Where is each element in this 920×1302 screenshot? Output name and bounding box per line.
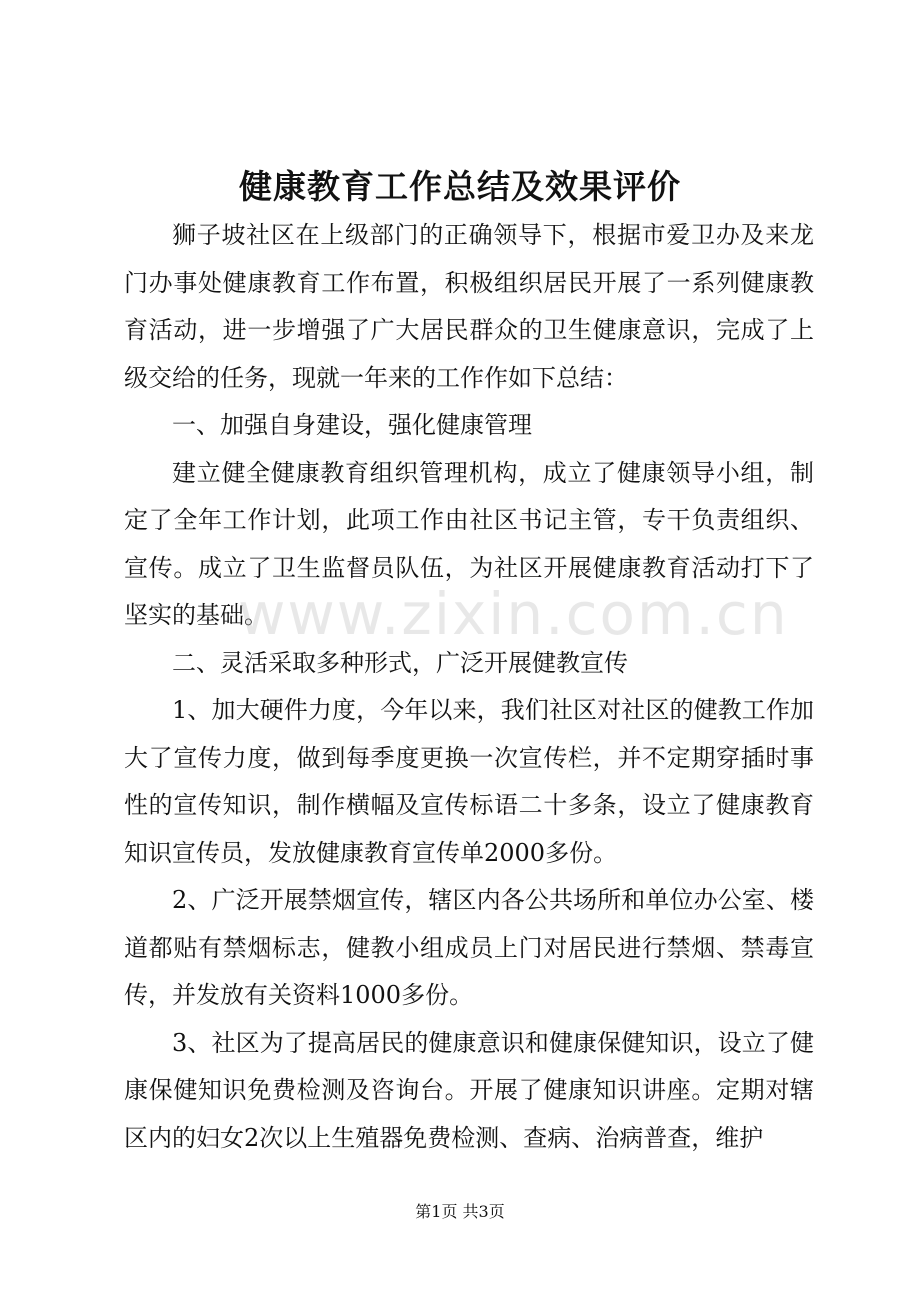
paragraph-item-1: 1、加大硬件力度，今年以来，我们社区对社区的健教工作加大了宣传力度，做到每季度更换一次宣传栏，并不定期穿插时事性的宣传知识，制作横幅及宣传标语二十多条，设立了健康教育知识宣传员，发放健康教育宣传单2000多份。: [124, 696, 814, 867]
paragraph-section-1: 建立健全健康教育组织管理机构，成立了健康领导小组，制定了全年工作计划，此项工作由社区书记主管，专干负责组织、宣传。成立了卫生监督员队伍，为社区开展健康教育活动打下了坚实的基础。: [124, 458, 814, 629]
page-footer: 第1页 共3页: [415, 1202, 505, 1221]
watermark: www.zixin.com.cn: [238, 580, 789, 648]
section-heading-2: 二、灵活采取多种形式，广泛开展健教宣传: [172, 648, 628, 677]
section-heading-1: 一、加强自身建设，强化健康管理: [172, 411, 532, 439]
paragraph-intro: 狮子坡社区在上级部门的正确领导下，根据市爱卫办及来龙门办事处健康教育工作布置，积极组织居民开展了一系列健康教育活动，进一步增强了广大居民群众的卫生健康意识，完成了上级交给的任务，现就一年来的工作作如下总结：: [124, 221, 814, 392]
document-body: [124, 212, 814, 1162]
paragraph-item-2: 2、广泛开展禁烟宣传，辖区内各公共场所和单位办公室、楼道都贴有禁烟标志，健教小组成员上门对居民进行禁烟、禁毒宣传，并发放有关资料1000多份。: [124, 886, 814, 1009]
document-title: 健康教育工作总结及效果评价: [239, 167, 681, 206]
paragraph-item-3: 3、社区为了提高居民的健康意识和健康保健知识，设立了健康保健知识免费检测及咨询台。开展了健康知识讲座。定期对辖区内的妇女2次以上生殖器免费检测、查病、治病普查，维护: [124, 1028, 814, 1152]
